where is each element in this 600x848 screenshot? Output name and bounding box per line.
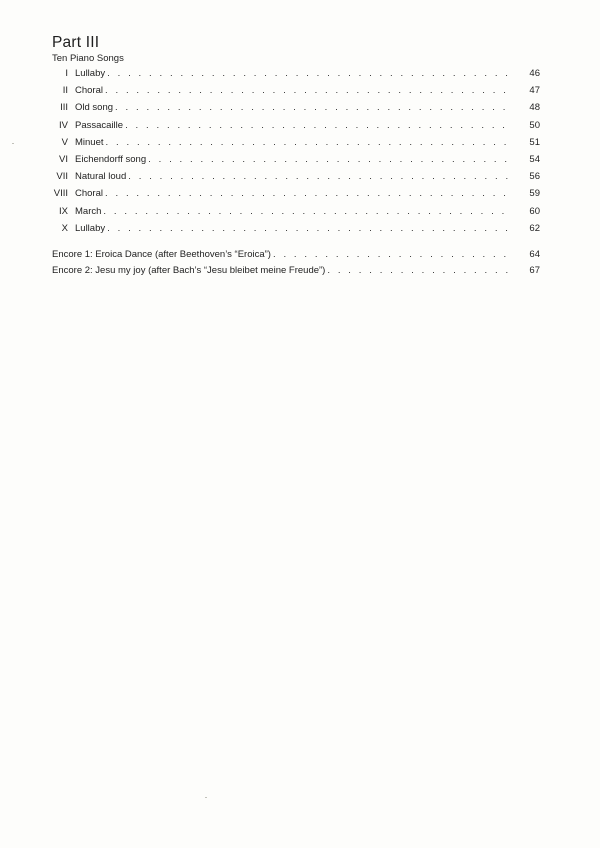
entry-number: III: [60, 102, 68, 114]
entry-page-number: 54: [529, 153, 540, 165]
dot-leader: [327, 263, 510, 279]
entry-page-number: 59: [529, 188, 540, 200]
entry-line: [75, 185, 510, 202]
paper-speck: [12, 143, 14, 144]
dot-leader: [105, 82, 510, 99]
entry-line: [75, 82, 510, 99]
encore-title: Encore 2: Jesu my joy (after Bach’s “Jesu bleibet meine Freude”): [52, 265, 326, 276]
toc-entry-4: [0, 117, 600, 134]
entry-line: [75, 151, 510, 168]
encore-line: [52, 247, 510, 263]
encore-page-number: 64: [529, 249, 540, 260]
entry-page-number: 62: [529, 222, 540, 234]
entry-page-number: 51: [529, 136, 540, 148]
entry-line: [75, 65, 510, 82]
entry-number: II: [62, 85, 68, 97]
dot-leader: [125, 117, 510, 134]
entry-line: [75, 220, 510, 237]
encore-entry-2: [0, 263, 600, 279]
dot-leader: [103, 203, 510, 220]
entry-title: Lullaby: [75, 68, 106, 79]
entry-number: VI: [59, 153, 68, 165]
entry-line: [75, 203, 510, 220]
entry-page-number: 46: [529, 68, 540, 79]
toc-entry-10: [0, 220, 600, 237]
dot-leader: [128, 168, 510, 185]
part-subtitle: Ten Piano Songs: [52, 53, 124, 64]
encore-entry-1: [0, 247, 600, 263]
dot-leader: [107, 65, 510, 82]
entry-line: [75, 168, 510, 185]
dot-leader: [148, 151, 510, 168]
entry-title: Choral: [75, 85, 103, 97]
entry-number: VIII: [53, 188, 68, 200]
entry-page-number: 60: [529, 205, 540, 217]
toc-entry-6: [0, 151, 600, 168]
entry-number: I: [65, 68, 68, 79]
entry-title: Lullaby: [75, 222, 106, 234]
toc-entry-8: [0, 185, 600, 202]
entry-line: [75, 134, 510, 151]
dot-leader: [273, 247, 510, 263]
entry-title: Minuet: [75, 136, 104, 148]
entry-title: Eichendorff song: [75, 153, 147, 165]
toc-entry-1: [0, 65, 600, 82]
dot-leader: [106, 134, 510, 151]
entry-title: Choral: [75, 188, 103, 200]
entry-page-number: 56: [529, 171, 540, 183]
dot-leader: [105, 185, 510, 202]
encore-line: [52, 263, 510, 279]
part-title: Part III: [52, 34, 100, 51]
entry-number: IX: [59, 205, 68, 217]
toc-entry-7: [0, 168, 600, 185]
entry-title: Passacaille: [75, 119, 124, 131]
entry-number: IV: [59, 119, 68, 131]
entry-line: [75, 117, 510, 134]
encore-list: [0, 247, 600, 279]
toc-entry-9: [0, 203, 600, 220]
toc-list: [0, 65, 600, 237]
entry-title: March: [75, 205, 102, 217]
entry-page-number: 50: [529, 119, 540, 131]
paper-speck: [205, 797, 207, 798]
toc-entry-2: [0, 82, 600, 99]
dot-leader: [107, 220, 510, 237]
entry-number: V: [61, 136, 68, 148]
encore-page-number: 67: [529, 265, 540, 276]
entry-number: X: [61, 222, 68, 234]
toc-entry-3: [0, 99, 600, 116]
encore-title: Encore 1: Eroica Dance (after Beethoven’s “Eroica”): [52, 249, 271, 260]
entry-line: [75, 99, 510, 116]
toc-entry-5: [0, 134, 600, 151]
entry-title: Natural loud: [75, 171, 127, 183]
entry-page-number: 47: [529, 85, 540, 97]
dot-leader: [115, 99, 510, 116]
entry-page-number: 48: [529, 102, 540, 114]
entry-number: VII: [56, 171, 68, 183]
entry-title: Old song: [75, 102, 114, 114]
